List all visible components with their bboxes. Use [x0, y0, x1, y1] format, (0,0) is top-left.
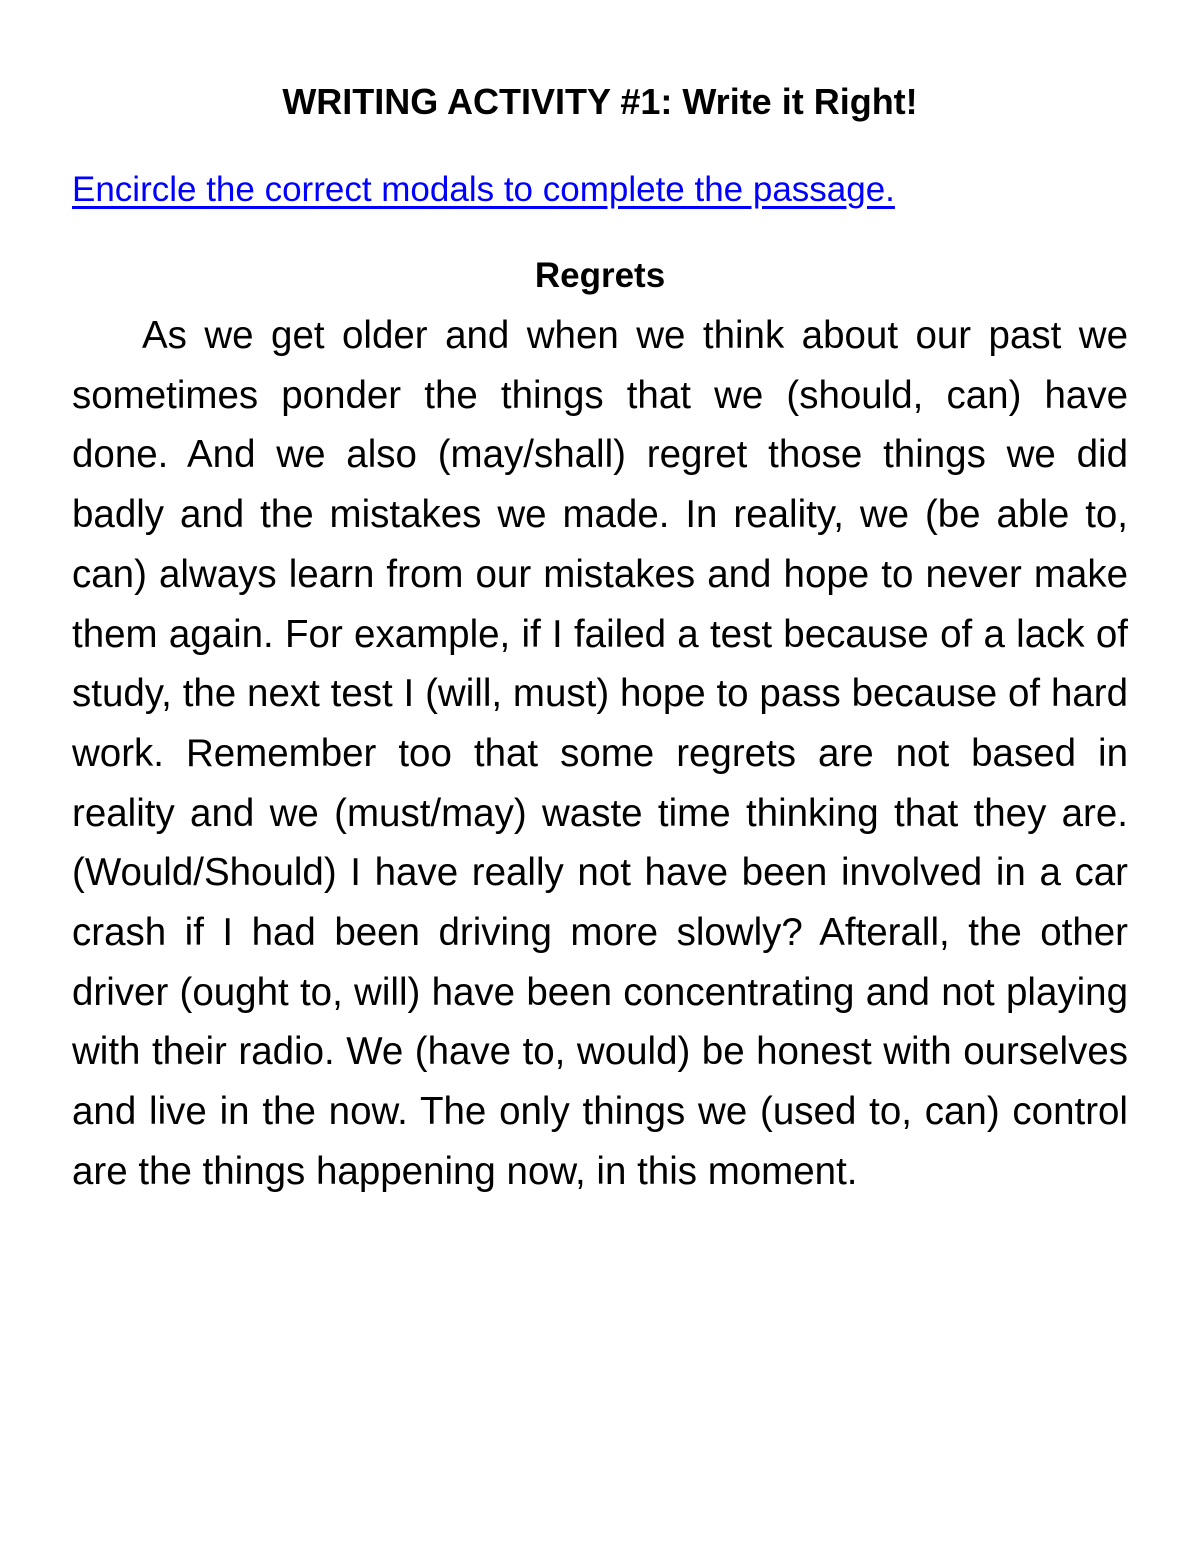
activity-heading: WRITING ACTIVITY #1: Write it Right!	[282, 81, 918, 122]
instruction-link[interactable]: Encircle the correct modals to complete the passage.	[72, 170, 895, 209]
passage-text: As we get older and when we think about our past we sometimes ponder the things that we (should, can) have done. And we also (may/shall) regret those things we did badly and the mistakes we made. In reality, we (be able to, can) always learn from our mistakes and hope to never make them again. For example, if I failed a test because of a lack of study, the next test I (will, must) hope to pass because of hard work. Remember too that some regrets are not based in reality and we (must/may) waste time thinking that they are. (Would/Should) I have really not have been involved in a car crash if I had been driving more slowly? Afterall, the other driver (ought to, will) have been concentrating and not playing with their radio. We (have to, would) be honest with ourselves and live in the now. The only things we (used to, can) control are the things happening now, in this moment.	[72, 314, 1128, 1193]
worksheet-page	[72, 0, 1128, 1553]
story-title: Regrets	[534, 256, 666, 295]
